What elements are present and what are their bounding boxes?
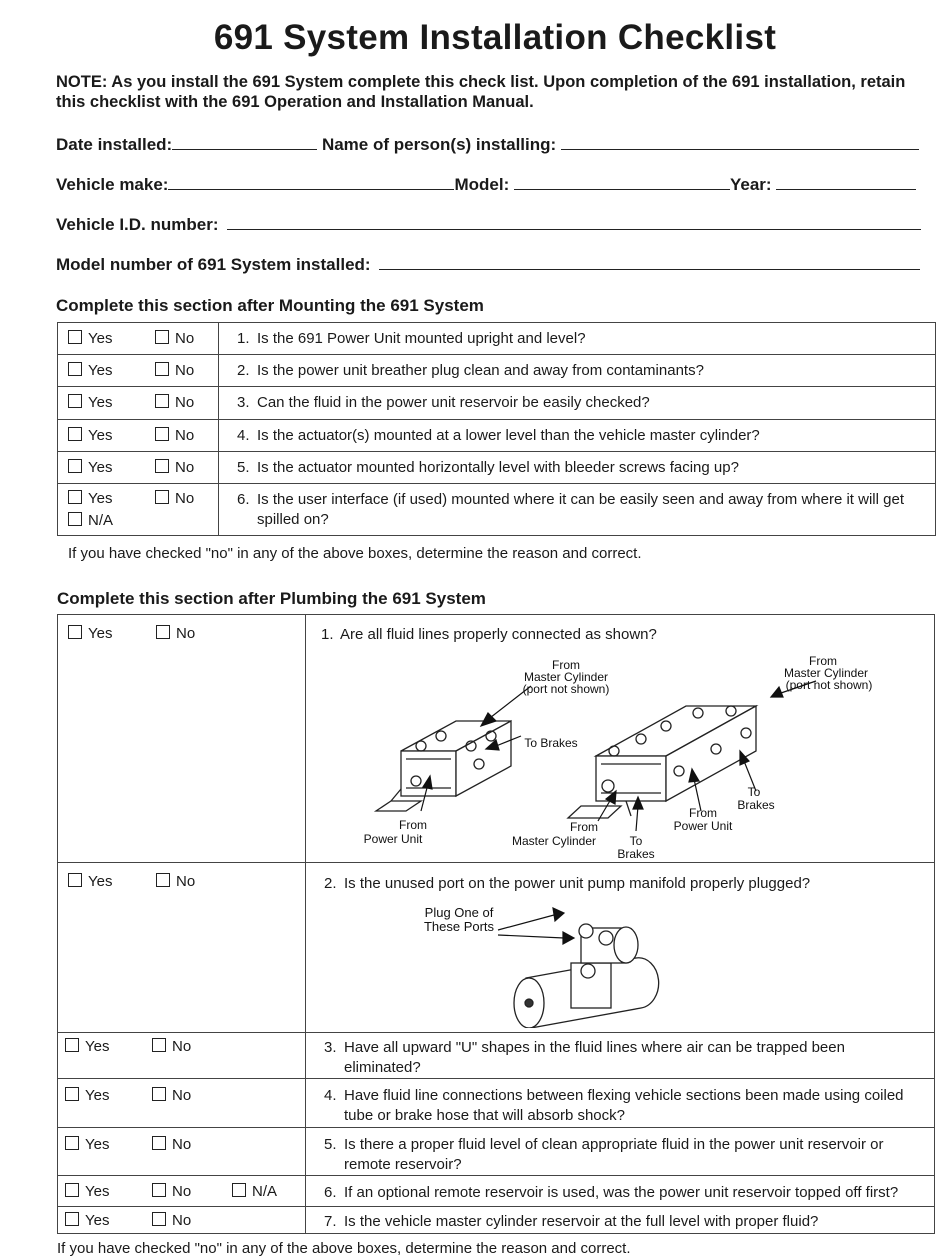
na-checkbox[interactable]: N/A bbox=[232, 1183, 277, 1200]
svg-text:These Ports: These Ports bbox=[423, 919, 495, 934]
installer-name-label: Name of person(s) installing: bbox=[321, 135, 557, 154]
plumbing-table bbox=[57, 614, 935, 1234]
question-text: Is the power unit breather plug clean and away from contaminants? bbox=[257, 362, 704, 379]
yes-checkbox[interactable]: Yes bbox=[65, 1183, 109, 1200]
no-checkbox[interactable]: No bbox=[156, 873, 195, 890]
year-label: Year: bbox=[729, 175, 772, 194]
plumbing-remark: If you have checked "no" in any of the above boxes, determine the reason and correct. bbox=[57, 1240, 631, 1257]
question-text: Have all upward "U" shapes in the fluid lines where air can be trapped been eliminated? bbox=[344, 1039, 845, 1076]
mounting-section-heading: Complete this section after Mounting the 691 System bbox=[56, 296, 484, 315]
from-master-label-2: From bbox=[809, 654, 837, 668]
yes-checkbox[interactable]: Yes bbox=[68, 330, 112, 347]
plug-ports-label: Plug One of bbox=[424, 905, 494, 920]
no-checkbox[interactable]: No bbox=[156, 625, 195, 642]
no-checkbox[interactable]: No bbox=[155, 427, 194, 444]
question-text: Is the vehicle master cylinder reservoir at the full level with proper fluid? bbox=[344, 1213, 819, 1230]
svg-text:Power Unit: Power Unit bbox=[363, 832, 423, 846]
no-checkbox[interactable]: No bbox=[152, 1087, 191, 1104]
question-text: Is the actuator(s) mounted at a lower level than the vehicle master cylinder? bbox=[257, 427, 760, 444]
question-text: Is the actuator mounted horizontally level with bleeder screws facing up? bbox=[257, 459, 739, 476]
question-text: If an optional remote reservoir is used, was the power unit reservoir topped off first? bbox=[344, 1184, 899, 1201]
mounting-remark: If you have checked "no" in any of the above boxes, determine the reason and correct. bbox=[68, 545, 642, 562]
date-installed-label: Date installed: bbox=[56, 135, 173, 154]
table-row: Yes No 3. Can the fluid in the power unit reservoir be easily checked? bbox=[58, 387, 936, 420]
yes-checkbox[interactable]: Yes bbox=[68, 459, 112, 476]
page-title: 691 System Installation Checklist bbox=[213, 18, 777, 57]
table-row: Yes No 1. Are all fluid lines properly connected as shown? From Master Cylinder (port not shown) To Brakes From Power Unit From Master Cylinder (port not shown) From Master Cylinder To Brakes From Power Unit To Brakes bbox=[58, 615, 935, 863]
date-installed-field[interactable] bbox=[172, 135, 317, 150]
table-row: Yes No 7. Is the vehicle master cylinder reservoir at the full level with proper fluid? bbox=[58, 1207, 935, 1234]
system-model-field[interactable] bbox=[379, 255, 920, 270]
no-checkbox[interactable]: No bbox=[155, 490, 194, 507]
svg-text:Master Cylinder: Master Cylinder bbox=[783, 666, 869, 680]
question-text: Are all fluid lines properly connected as shown? bbox=[340, 626, 657, 643]
question-text: Is there a proper fluid level of clean appropriate fluid in the power unit reservoir or remote reservoir? bbox=[344, 1136, 884, 1173]
power-unit-diagram bbox=[416, 903, 716, 1028]
mounting-table bbox=[57, 322, 936, 536]
svg-text:Master Cylinder: Master Cylinder bbox=[511, 834, 597, 848]
system-model-label: Model number of 691 System installed: bbox=[56, 255, 371, 274]
na-checkbox[interactable]: N/A bbox=[68, 512, 113, 529]
plumbing-section-heading: Complete this section after Plumbing the 691 System bbox=[57, 589, 486, 608]
question-text: Is the user interface (if used) mounted where it can be easily seen and away from where it will get spilled on? bbox=[257, 491, 904, 528]
no-checkbox[interactable]: No bbox=[155, 459, 194, 476]
svg-text:(port not shown): (port not shown) bbox=[785, 678, 873, 692]
installer-name-field[interactable] bbox=[561, 135, 919, 150]
table-row: Yes No 1. Is the 691 Power Unit mounted upright and level? bbox=[58, 323, 936, 355]
yes-checkbox[interactable]: Yes bbox=[65, 1087, 109, 1104]
yes-checkbox[interactable]: Yes bbox=[68, 873, 112, 890]
from-power-unit-label-1: From bbox=[399, 818, 427, 832]
vehicle-make-label: Vehicle make: bbox=[56, 175, 169, 194]
no-checkbox[interactable]: No bbox=[152, 1038, 191, 1055]
question-text: Can the fluid in the power unit reservoir be easily checked? bbox=[257, 394, 650, 411]
to-brakes-label-3: To bbox=[747, 785, 761, 799]
from-master-label-1: From bbox=[552, 658, 580, 672]
table-row: Yes No 5. Is the actuator mounted horizontally level with bleeder screws facing up? bbox=[58, 452, 936, 484]
table-row: Yes No 3. Have all upward "U" shapes in the fluid lines where air can be trapped been eliminated? bbox=[58, 1033, 935, 1079]
to-brakes-label-2: To bbox=[629, 834, 643, 848]
no-checkbox[interactable]: No bbox=[152, 1136, 191, 1153]
table-row: Yes No 5. Is there a proper fluid level of clean appropriate fluid in the power unit reservoir or remote reservoir? bbox=[58, 1128, 935, 1176]
vehicle-row bbox=[56, 175, 916, 195]
svg-text:Brakes: Brakes bbox=[617, 847, 655, 861]
date-name-row bbox=[56, 135, 919, 155]
yes-checkbox[interactable]: Yes bbox=[68, 625, 112, 642]
question-text: Have fluid line connections between flexing vehicle sections been made using coiled tube or brake hose that will absorb shock? bbox=[344, 1087, 904, 1124]
yes-checkbox[interactable]: Yes bbox=[68, 490, 112, 507]
table-row: Yes No N/A 6. If an optional remote reservoir is used, was the power unit reservoir topped off first? bbox=[58, 1176, 935, 1207]
yes-checkbox[interactable]: Yes bbox=[68, 427, 112, 444]
from-power-unit-label-2: From bbox=[689, 806, 717, 820]
no-checkbox[interactable]: No bbox=[155, 330, 194, 347]
from-master-label-3: From bbox=[570, 820, 598, 834]
model-field[interactable] bbox=[514, 175, 730, 190]
install-note: NOTE: As you install the 691 System complete this check list. Upon completion of the 691 installation, retain this checklist with the 691 Operation and Installation Manual. bbox=[56, 73, 906, 111]
no-checkbox[interactable]: No bbox=[152, 1212, 191, 1229]
question-text: Is the unused port on the power unit pump manifold properly plugged? bbox=[344, 875, 811, 892]
yes-checkbox[interactable]: Yes bbox=[68, 362, 112, 379]
no-checkbox[interactable]: No bbox=[152, 1183, 191, 1200]
yes-checkbox[interactable]: Yes bbox=[65, 1038, 109, 1055]
no-checkbox[interactable]: No bbox=[155, 362, 194, 379]
table-row: Yes No 4. Is the actuator(s) mounted at a lower level than the vehicle master cylinder? bbox=[58, 420, 936, 452]
svg-text:Master Cylinder: Master Cylinder bbox=[523, 670, 609, 684]
vehicle-make-field[interactable] bbox=[168, 175, 454, 190]
no-checkbox[interactable]: No bbox=[155, 394, 194, 411]
table-row: Yes No 2. Is the power unit breather plug clean and away from contaminants? bbox=[58, 355, 936, 387]
model-label: Model: bbox=[454, 175, 510, 194]
vin-field[interactable] bbox=[227, 215, 921, 230]
to-brakes-label-1: To Brakes bbox=[524, 736, 578, 750]
table-row: Yes No 2. Is the unused port on the power unit pump manifold properly plugged? Plug One of These Ports bbox=[58, 863, 935, 1033]
vin-label: Vehicle I.D. number: bbox=[56, 215, 219, 234]
vin-row bbox=[56, 215, 921, 235]
table-row: Yes No N/A 6. Is the user interface (if used) mounted where it can be easily seen and away from where it will get spilled on? bbox=[58, 484, 936, 536]
yes-checkbox[interactable]: Yes bbox=[65, 1136, 109, 1153]
fluid-lines-diagram bbox=[346, 651, 916, 861]
table-row: Yes No 4. Have fluid line connections between flexing vehicle sections been made using coiled tube or brake hose that will absorb shock? bbox=[58, 1079, 935, 1128]
svg-text:(port not shown): (port not shown) bbox=[522, 682, 610, 696]
system-model-row bbox=[56, 255, 920, 275]
yes-checkbox[interactable]: Yes bbox=[68, 394, 112, 411]
question-text: Is the 691 Power Unit mounted upright and level? bbox=[257, 330, 586, 347]
year-field[interactable] bbox=[776, 175, 916, 190]
svg-text:Brakes: Brakes bbox=[737, 798, 775, 812]
svg-text:Power Unit: Power Unit bbox=[673, 819, 733, 833]
yes-checkbox[interactable]: Yes bbox=[65, 1212, 109, 1229]
